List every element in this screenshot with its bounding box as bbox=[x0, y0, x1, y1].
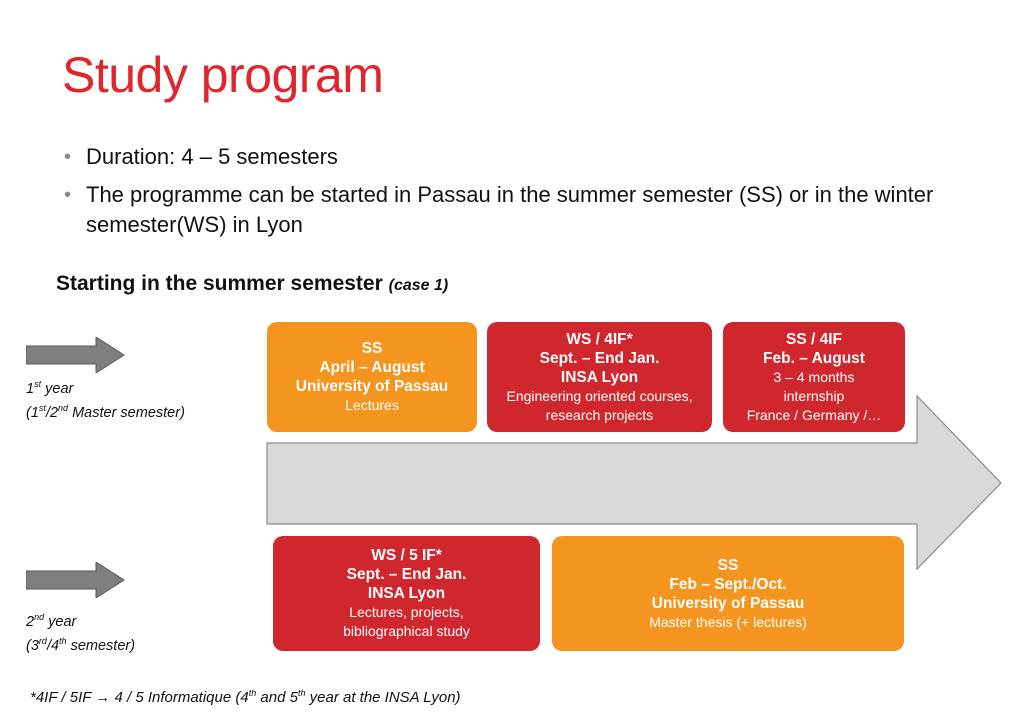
box-ss-master-thesis: SS Feb – Sept./Oct. University of Passau Master thesis (+ lectures) bbox=[552, 536, 904, 651]
footnote: *4IF / 5IF → 4 / 5 Informatique (4th and 5th year at the INSA Lyon) bbox=[30, 688, 461, 706]
box-ws-insa-5if: WS / 5 IF* Sept. – End Jan. INSA Lyon Lectures, projects, bibliographical study bbox=[273, 536, 540, 651]
bullet-duration: • Duration: 4 – 5 semesters bbox=[64, 142, 984, 172]
slide-title: Study program bbox=[62, 47, 384, 103]
bullet-start-options: • The programme can be started in Passau in the summer semester (SS) or in the winter semester(WS) in Lyon bbox=[64, 180, 984, 240]
year-one-arrow-icon bbox=[26, 337, 126, 373]
case-label: (case 1) bbox=[388, 277, 449, 294]
box-ss-passau-year1: SS April – August University of Passau Lectures bbox=[267, 322, 477, 432]
box-ss-internship: SS / 4IF Feb. – August 3 – 4 months internship France / Germany /… bbox=[723, 322, 905, 432]
overflow-ellipsis: … bbox=[593, 433, 605, 445]
year-one-label: 1st year (1st/2nd Master semester) bbox=[26, 379, 185, 421]
year-two-arrow-icon bbox=[26, 562, 126, 598]
box-ws-insa-4if: WS / 4IF* Sept. – End Jan. INSA Lyon Engineering oriented courses, research projects bbox=[487, 322, 712, 432]
section-heading-text: Starting in the summer semester bbox=[56, 272, 383, 295]
year-two-label: 2nd year (3rd/4th semester) bbox=[26, 612, 136, 654]
